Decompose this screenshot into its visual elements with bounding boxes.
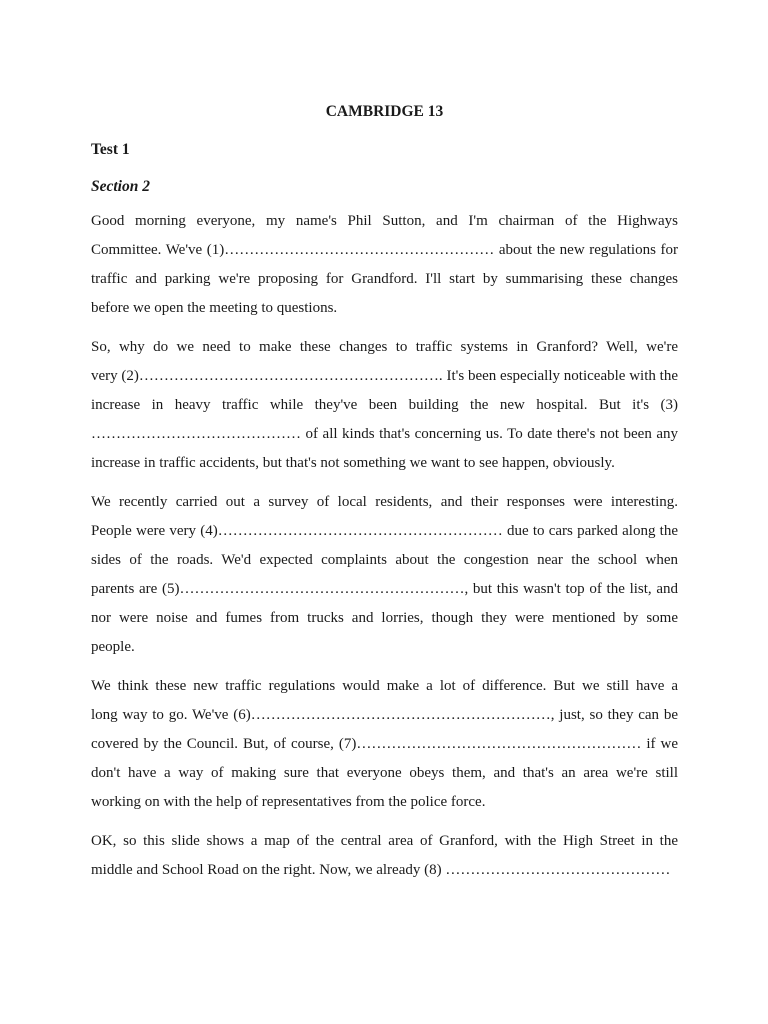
paragraph-line: people. <box>91 639 135 655</box>
document-page <box>91 101 678 895</box>
paragraph-line: We think these new traffic regulations would make a lot of difference. But we still have a <box>91 678 678 694</box>
paragraph-line: working on with the help of representatives from the police force. <box>91 794 486 810</box>
paragraph-line: middle and School Road on the right. Now, we already (8) ……………………………………… <box>91 862 671 878</box>
paragraph-3 <box>91 488 678 662</box>
paragraph-line: covered by the Council. But, of course, (7)………………………………………………… if we <box>91 736 678 752</box>
paragraph-1 <box>91 207 678 323</box>
paragraph-line: parents are (5)…………………………………………………, but this wasn't top of the list, and <box>91 581 678 597</box>
paragraph-line: People were very (4)………………………………………………… due to cars parked along the <box>91 523 678 539</box>
paragraph-line: OK, so this slide shows a map of the central area of Granford, with the High Street in the <box>91 833 678 849</box>
transcript-body <box>91 207 678 885</box>
paragraph-4 <box>91 672 678 817</box>
paragraph-line: nor were noise and fumes from trucks and lorries, though they were mentioned by some <box>91 610 678 626</box>
paragraph-line: sides of the roads. We'd expected complaints about the congestion near the school when <box>91 552 678 568</box>
paragraph-line: long way to go. We've (6)……………………………………………………, just, so they can be <box>91 707 678 723</box>
paragraph-line: increase in heavy traffic while they've been building the new hospital. But it's (3) <box>91 397 678 413</box>
paragraph-line: before we open the meeting to questions. <box>91 300 338 316</box>
paragraph-line: We recently carried out a survey of local residents, and their responses were interesting. <box>91 494 678 510</box>
paragraph-line: …………………………………… of all kinds that's concerning us. To date there's not been any <box>91 426 678 442</box>
section-heading: Section 2 <box>91 178 150 195</box>
test-heading: Test 1 <box>91 141 130 158</box>
paragraph-line: Committee. We've (1)……………………………………………… about the new regulations for <box>91 242 678 258</box>
document-title: CAMBRIDGE 13 <box>325 103 444 120</box>
paragraph-line: don't have a way of making sure that everyone obeys them, and that's an area we're still <box>91 765 678 781</box>
paragraph-5 <box>91 827 678 885</box>
paragraph-line: traffic and parking we're proposing for Grandford. I'll start by summarising these changes <box>91 271 678 287</box>
paragraph-2 <box>91 333 678 478</box>
paragraph-line: So, why do we need to make these changes to traffic systems in Granford? Well, we're <box>91 339 678 355</box>
paragraph-line: increase in traffic accidents, but that's not something we want to see happen, obviously. <box>91 455 615 471</box>
paragraph-line: very (2)……………………………………………………. It's been especially noticeable with the <box>91 368 678 384</box>
paragraph-line: Good morning everyone, my name's Phil Sutton, and I'm chairman of the Highways <box>91 213 678 229</box>
